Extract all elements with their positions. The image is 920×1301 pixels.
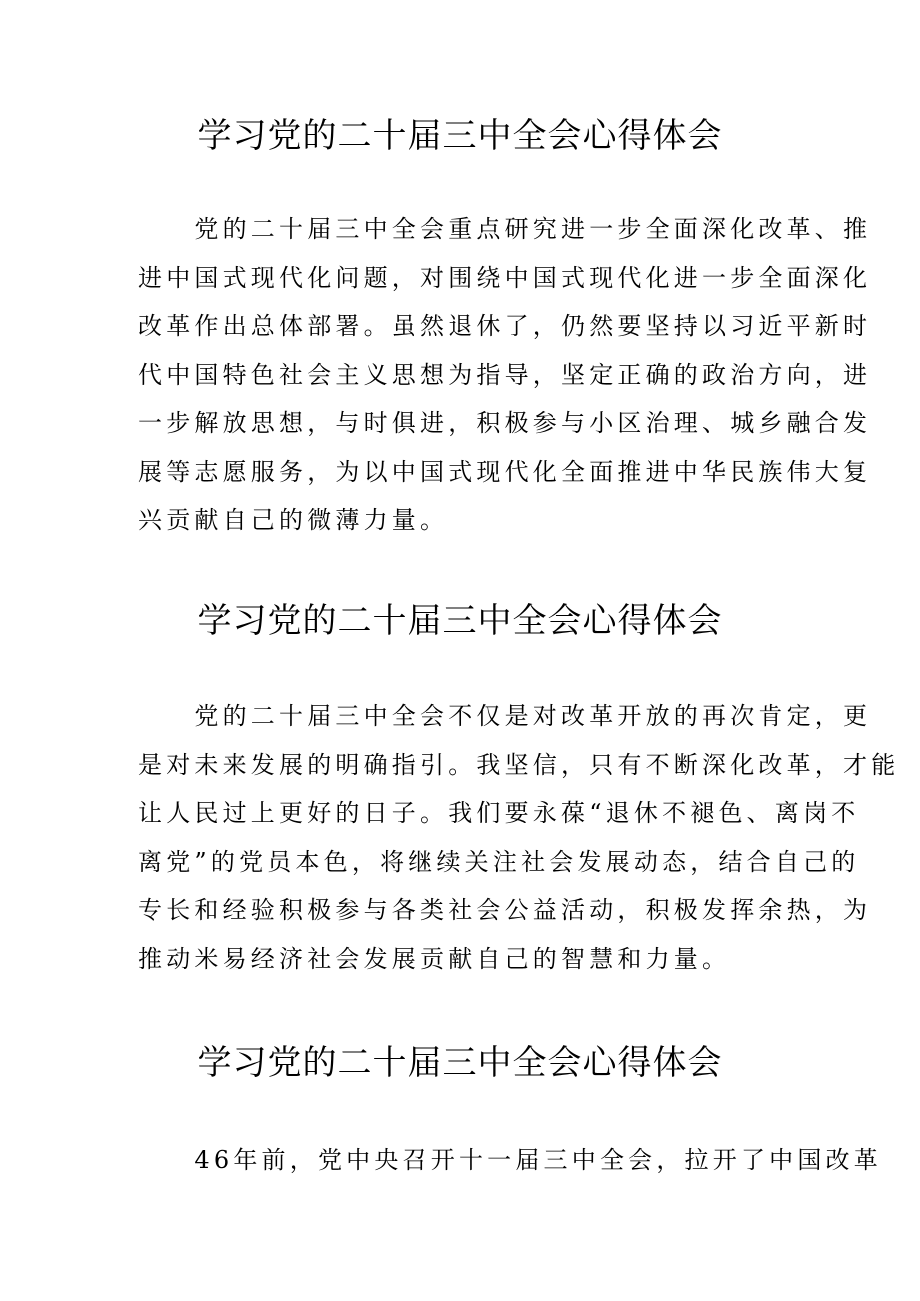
paragraph-line: 离党”的党员本色，将继续关注社会发展动态，结合自己的 [138, 847, 860, 876]
paragraph-line: 让人民过上更好的日子。我们要永葆“退休不褪色、离岗不 [138, 799, 860, 827]
section-paragraph [138, 692, 900, 983]
paragraph-line: 改革作出总体部署。虽然退休了，仍然要坚持以习近平新时 [138, 312, 872, 340]
paragraph-line: 党的二十届三中全会不仅是对改革开放的再次肯定，更 [138, 702, 872, 730]
paragraph-line: 展等志愿服务，为以中国式现代化全面推进中华民族伟大复 [138, 457, 872, 486]
section-paragraph [138, 205, 872, 545]
paragraph-line: 是对未来发展的明确指引。我坚信，只有不断深化改革，才能 [138, 750, 900, 779]
section-paragraph [138, 1136, 882, 1185]
paragraph-line: 46年前，党中央召开十一届三中全会，拉开了中国改革 [138, 1146, 882, 1174]
paragraph-line: 推动米易经济社会发展贡献自己的智慧和力量。 [138, 944, 731, 973]
paragraph-line: 兴贡献自己的微薄力量。 [138, 506, 449, 534]
paragraph-line: 党的二十届三中全会重点研究进一步全面深化改革、推 [138, 215, 872, 243]
section-title: 学习党的二十届三中全会心得体会 [197, 116, 723, 156]
section-title: 学习党的二十届三中全会心得体会 [197, 601, 723, 641]
paragraph-line: 进中国式现代化问题，对围绕中国式现代化进一步全面深化 [138, 263, 872, 292]
paragraph-line: 一步解放思想，与时俱进，积极参与小区治理、城乡融合发 [138, 409, 872, 437]
section-title: 学习党的二十届三中全会心得体会 [197, 1043, 723, 1083]
paragraph-line: 代中国特色社会主义思想为指导，坚定正确的政治方向，进 [138, 360, 872, 389]
paragraph-line: 专长和经验积极参与各类社会公益活动，积极发挥余热，为 [138, 896, 872, 924]
